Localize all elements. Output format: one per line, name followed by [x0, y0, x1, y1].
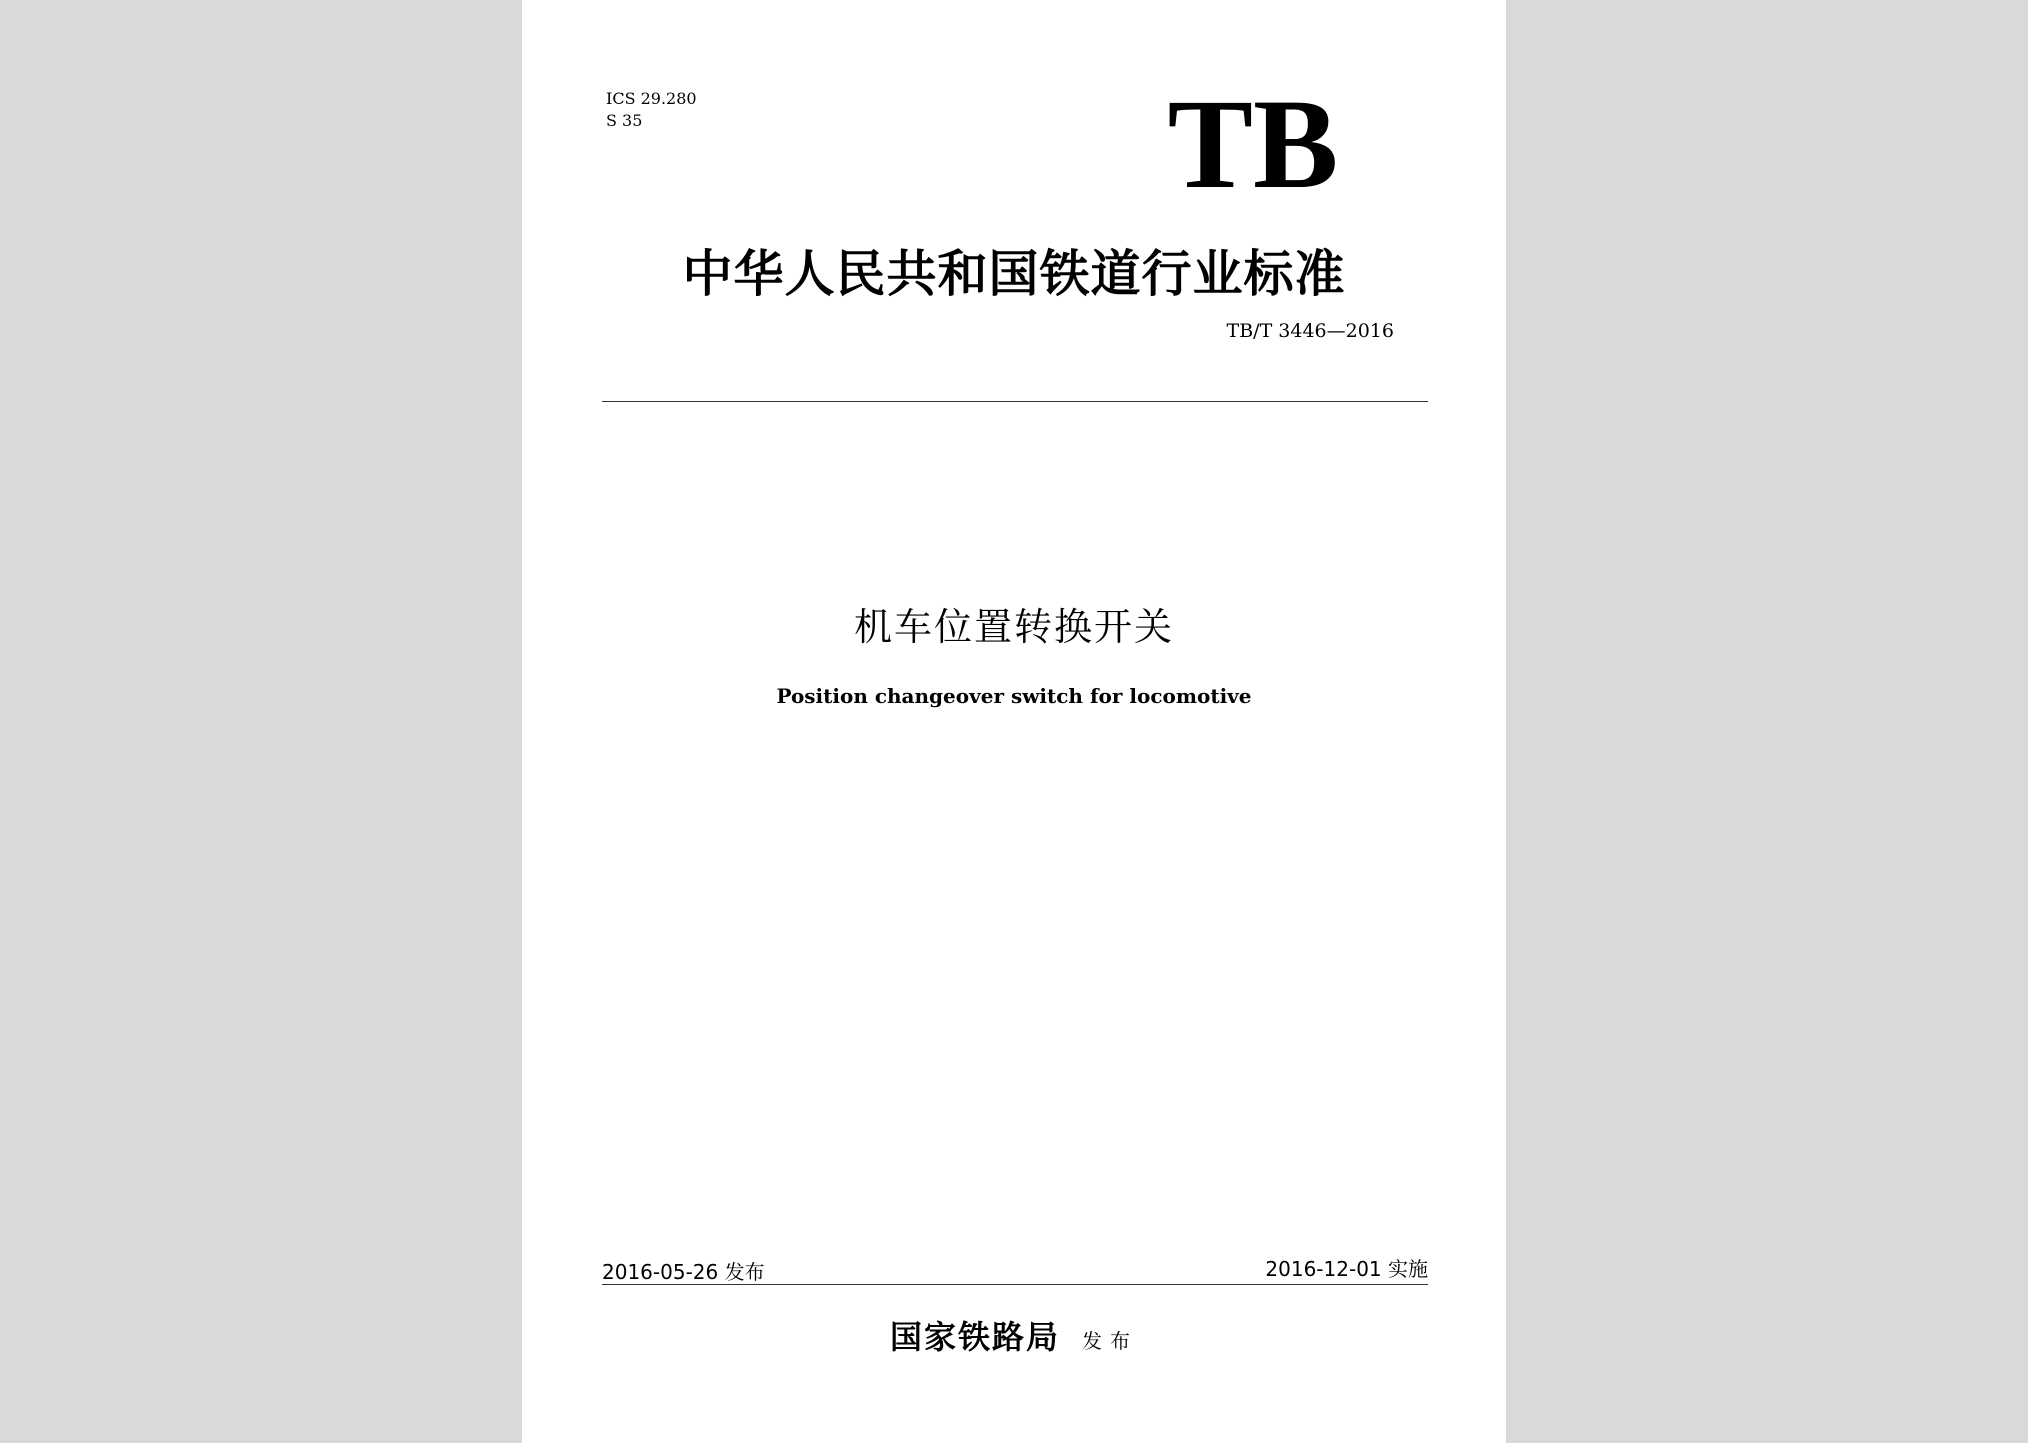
ics-code: ICS 29.280: [606, 89, 697, 108]
implementation-date: 2016-12-01 实施: [1265, 1257, 1428, 1281]
publisher-name: 国家铁路局: [889, 1318, 1060, 1356]
document-page: [522, 0, 1506, 1443]
title-chinese: 机车位置转换开关: [853, 605, 1174, 649]
top-divider: [602, 401, 1428, 402]
tb-logo-text: TB: [1167, 84, 1339, 204]
classification-block: [606, 88, 697, 132]
publisher-line: [522, 1312, 1506, 1358]
standard-number: TB/T 3446—2016: [1226, 320, 1394, 342]
ccs-code: S 35: [606, 111, 643, 130]
issue-date: 2016-05-26 发布: [602, 1260, 765, 1284]
tb-logo: [1158, 84, 1348, 204]
publisher-suffix: 发布: [1082, 1329, 1138, 1353]
title-english: Position changeover switch for locomotive: [776, 684, 1252, 708]
bottom-divider: [602, 1284, 1428, 1285]
standard-type-heading: 中华人民共和国铁道行业标准: [682, 245, 1346, 303]
